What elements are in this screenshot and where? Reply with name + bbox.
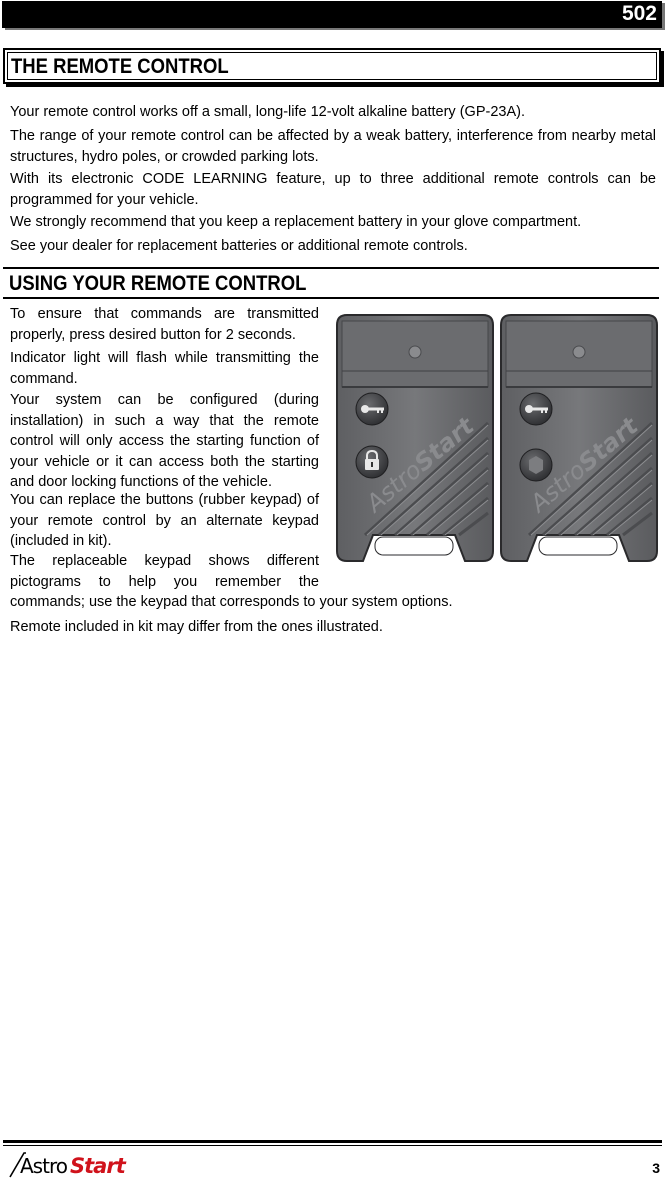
section-paragraph: Indicator light will flash while transmitting the command. [10,350,319,387]
right-round-button [520,449,552,481]
logo-text-astro: Astro [20,1154,67,1178]
intro-paragraph: With its electronic CODE LEARNING feature, up to three additional remote controls can be programmed for your vehicle. [10,171,656,208]
section-header [3,267,659,299]
astrostart-logo [8,1149,148,1184]
footer-rule [3,1140,662,1143]
right-key-button [520,393,552,425]
section-heading: USING YOUR REMOTE CONTROL [9,272,307,295]
intro-paragraph: The range of your remote control can be affected by a weak battery, interference from nearby metal structures, hydro poles, or crowded parking lots. [10,128,656,165]
page-code: 502 [621,2,657,25]
page-title: THE REMOTE CONTROL [11,55,229,78]
title-box [3,48,661,84]
footer-rule-thin [3,1145,662,1146]
section-paragraph: To ensure that commands are transmitted properly, press desired button for 2 seconds. [10,306,319,343]
logo-text-start: Start [70,1154,125,1178]
left-key-button [356,393,388,425]
page-header-bar [2,1,662,28]
left-lock-button [356,446,388,478]
page-number: 3 [652,1160,660,1176]
section-paragraph: Your system can be configured (during installation) in such a way that the remote control will only access the starting function of your vehicle or it can access both the starting and door locking functions of the vehicle. [10,392,319,490]
section-paragraph: You can replace the buttons (rubber keypad) of your remote control by an alternate keypad (included in kit). [10,492,319,549]
remote-illustration [335,313,661,570]
section-paragraph: The replaceable keypad shows different pictograms to help you remember the commands; use the keypad that corresponds to your system options. [10,553,453,610]
intro-paragraph: See your dealer for replacement batteries or additional remote controls. [10,238,468,254]
intro-paragraph: Your remote control works off a small, long-life 12-volt alkaline battery (GP-23A). [10,104,525,120]
section-paragraph: Remote included in kit may differ from the ones illustrated. [10,619,383,635]
intro-paragraph: We strongly recommend that you keep a replacement battery in your glove compartment. [10,214,582,230]
